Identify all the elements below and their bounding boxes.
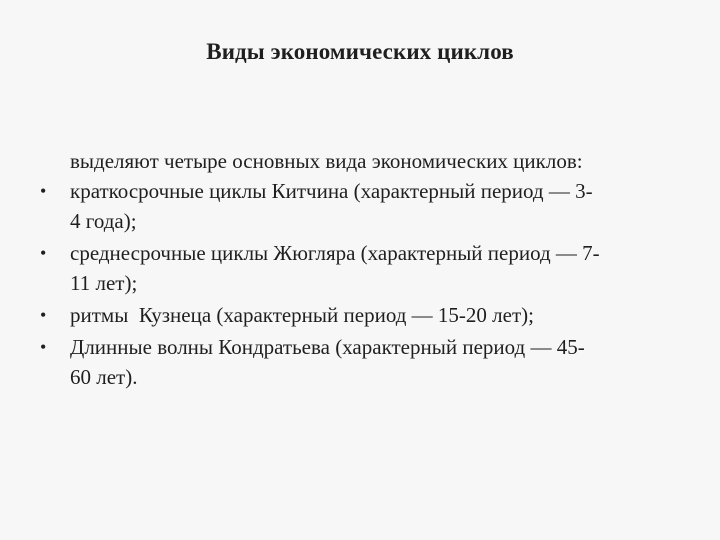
list-item-line: Длинные волны Кондратьева (характерный период — 45- <box>70 335 585 359</box>
list-item-line: краткосрочные циклы Китчина (характерный период — 3- <box>70 179 593 203</box>
bullet-icon: • <box>40 305 47 325</box>
list-item-kitchin <box>40 176 680 236</box>
bullet-icon: • <box>40 181 47 201</box>
intro-text: выделяют четыре основных вида экономических циклов: <box>70 149 583 173</box>
list-item-juglar <box>40 238 680 298</box>
list-item-kuznets <box>40 300 680 330</box>
list-item-line: ритмы Кузнеца (характерный период — 15-20 лет); <box>70 303 534 327</box>
cycle-types-list <box>40 176 680 394</box>
bullet-icon: • <box>40 243 47 263</box>
slide-title: Виды экономических циклов <box>206 39 514 64</box>
list-item-line: среднесрочные циклы Жюгляра (характерный период — 7- <box>70 241 600 265</box>
bullet-icon: • <box>40 337 47 357</box>
list-item-line: 60 лет). <box>70 365 138 389</box>
list-item-line: 11 лет); <box>70 271 138 295</box>
list-item-kondratiev <box>40 332 680 392</box>
list-item-line: 4 года); <box>70 209 137 233</box>
